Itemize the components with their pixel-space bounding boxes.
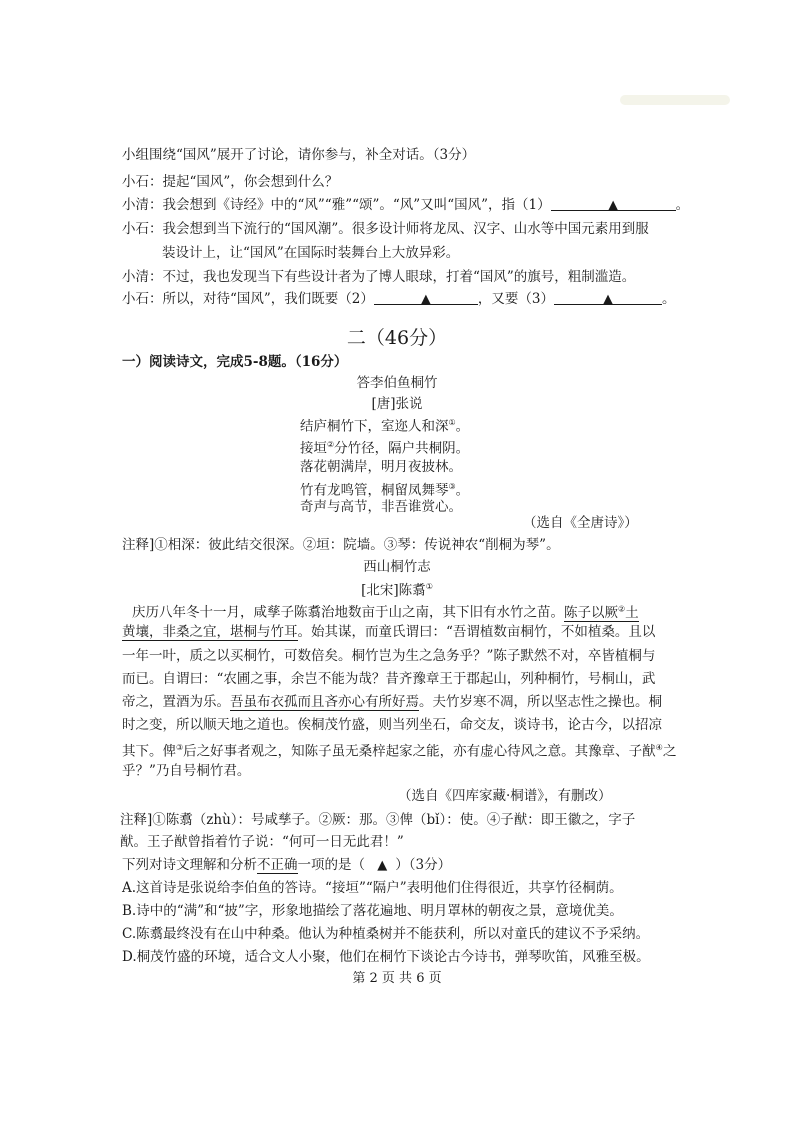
prose-line-6: 时之变，所以顺天地之道也。俟桐茂竹盛，则当列坐石，命交友，谈诗书，论古今，以招凉 <box>122 717 662 733</box>
q5-option-a: A.这首诗是张说给李伯鱼的答诗。“接垣”“隔户”表明他们住得很近，共享竹径桐荫。 <box>122 880 623 896</box>
prose-line-1: 庆历八年冬十一月，咸孳子陈翥治地数亩于山之南，其下旧有水竹之苗。陈子以厥②土 <box>132 604 639 621</box>
poem-line: 竹有龙鸣管，桐留凤舞琴③。 <box>300 482 470 499</box>
poem-author: [唐]张说 <box>371 396 423 412</box>
poem-source: （选自《全唐诗》） <box>523 515 638 531</box>
underlined-sentence-2: 吾虽布衣孤而且吝亦心有所好焉 <box>230 694 419 710</box>
part-heading: 一）阅读诗文，完成5-8题。（16分） <box>122 354 348 370</box>
q4-line-2-text: 小清：我会想到《诗经》中的“风”“雅”“颂”。“风”又叫“国风”，指（1） <box>122 197 551 213</box>
triangle-marker: ▲ <box>603 292 613 307</box>
underlined-sentence: 黄壤，非桑之宜，堪桐与竹耳 <box>122 624 298 640</box>
prose-notes-1: 注释]①陈翥（zhù）：号咸孳子。②厥：那。③俾（bǐ）：使。④子猷：即王徽之，字子 <box>120 812 636 828</box>
scan-smudge <box>620 95 730 105</box>
q4-intro: 小组围绕“国风”展开了讨论，请你参与，补全对话。（3分） <box>122 147 476 163</box>
q5-option-d: D.桐茂竹盛的环境，适合文人小聚，他们在桐竹下谈论古今诗书，弹琴吹笛，风雅至极。 <box>122 949 650 965</box>
answer-triangle-marker[interactable]: ▲ <box>377 858 388 873</box>
emphasis-underline: 不正确 <box>257 857 298 873</box>
q4-line-6-pre: 小石：所以，对待“国风”，我们既要（2） <box>122 291 374 307</box>
prose-line-3: 一年一叶，质之以买桐竹，可数倍矣。桐竹岂为生之急务乎？”陈子默然不对，卒皆植桐与 <box>122 648 656 664</box>
poem-notes: 注释]①相深：彼此结交很深。②垣：院墙。③琴：传说神农“削桐为琴”。 <box>122 537 560 553</box>
triangle-marker: ▲ <box>420 292 431 307</box>
prose-line-8: 乎？”乃自号桐竹君。 <box>122 763 251 779</box>
page-footer: 第 2 页 共 6 页 <box>352 971 442 986</box>
answer-blank-3[interactable] <box>554 290 662 305</box>
q4-line-3: 小石：我会想到当下流行的“国风潮”。很多设计师将龙凤、汉字、山水等中国元素用到服 <box>122 221 649 237</box>
q5-option-b: B.诗中的“满”和“披”字，形象地描绘了落花遍地、明月罩林的朝夜之景，意境优美。 <box>122 903 623 919</box>
q4-line-5: 小清：不过，我也发现当下有些设计者为了博人眼球，打着“国风”的旗号，粗制滥造。 <box>122 269 636 285</box>
prose-source: （选自《四库家藏·桐谱》，有删改） <box>398 788 612 804</box>
underlined-sentence: 陈子以厥②土 <box>564 604 639 621</box>
triangle-marker: ▲ <box>608 198 619 213</box>
prose-notes-2: 猷。王子猷曾指着竹子说：“何可一日无此君！” <box>120 834 404 850</box>
answer-blank-1[interactable] <box>551 196 676 211</box>
q4-line-4: 装设计上，让“国风”在国际时装舞台上大放异彩。 <box>162 245 460 261</box>
q5-option-c: C.陈翥最终没有在山中种桑。他认为种植桑树并不能获利，所以对童氏的建议不予采纳。 <box>122 926 650 942</box>
q5-stem: 下列对诗文理解和分析不正确一项的是（ ▲ ）（3分） <box>122 857 452 873</box>
section-title: 二（46分） <box>346 327 448 349</box>
prose-line-4: 而已。自谓曰：“农圃之事，余岂不能为哉？昔齐豫章王于郡起山，列种桐竹，号桐山，武 <box>122 671 656 687</box>
prose-title: 西山桐竹志 <box>363 559 431 575</box>
prose-line-5: 帝之，置酒为乐。吾虽布衣孤而且吝亦心有所好焉。夫竹岁寒不凋，所以坚志性之操也。桐 <box>122 694 662 710</box>
q4-line-6: 小石：所以，对待“国风”，我们既要（2） ▲ ，又要（3） ▲ 。 <box>122 291 676 307</box>
poem-line: 奇声与高节，非吾谁赏心。 <box>300 499 462 515</box>
poem-line: 落花朝满岸，明月夜披林。 <box>300 459 462 475</box>
prose-author: [北宋]陈翥① <box>361 582 433 599</box>
q4-line-1: 小石：提起“国风”，你会想到什么？ <box>122 174 339 190</box>
poem-line: 结庐桐竹下，室迩人和深①。 <box>300 418 470 435</box>
q4-line-6-mid: ，又要（3） <box>477 291 554 307</box>
prose-line-2: 黄壤，非桑之宜，堪桐与竹耳。始其谋，而童氏谓曰：“吾谓植数亩桐竹，不如植桑。且以 <box>122 624 656 640</box>
poem-title: 答李伯鱼桐竹 <box>356 375 438 391</box>
answer-blank-2[interactable] <box>374 290 478 305</box>
poem-line: 接垣②分竹径，隔户共桐阴。 <box>300 440 470 457</box>
q4-line-2: 小清：我会想到《诗经》中的“风”“雅”“颂”。“风”又叫“国风”，指（1） ▲ 。 <box>122 197 690 213</box>
prose-line-7: 其下。俾③后之好事者观之，知陈子虽无桑梓起家之能，亦有虚心待风之意。其豫章、子猷④之 <box>122 743 677 760</box>
